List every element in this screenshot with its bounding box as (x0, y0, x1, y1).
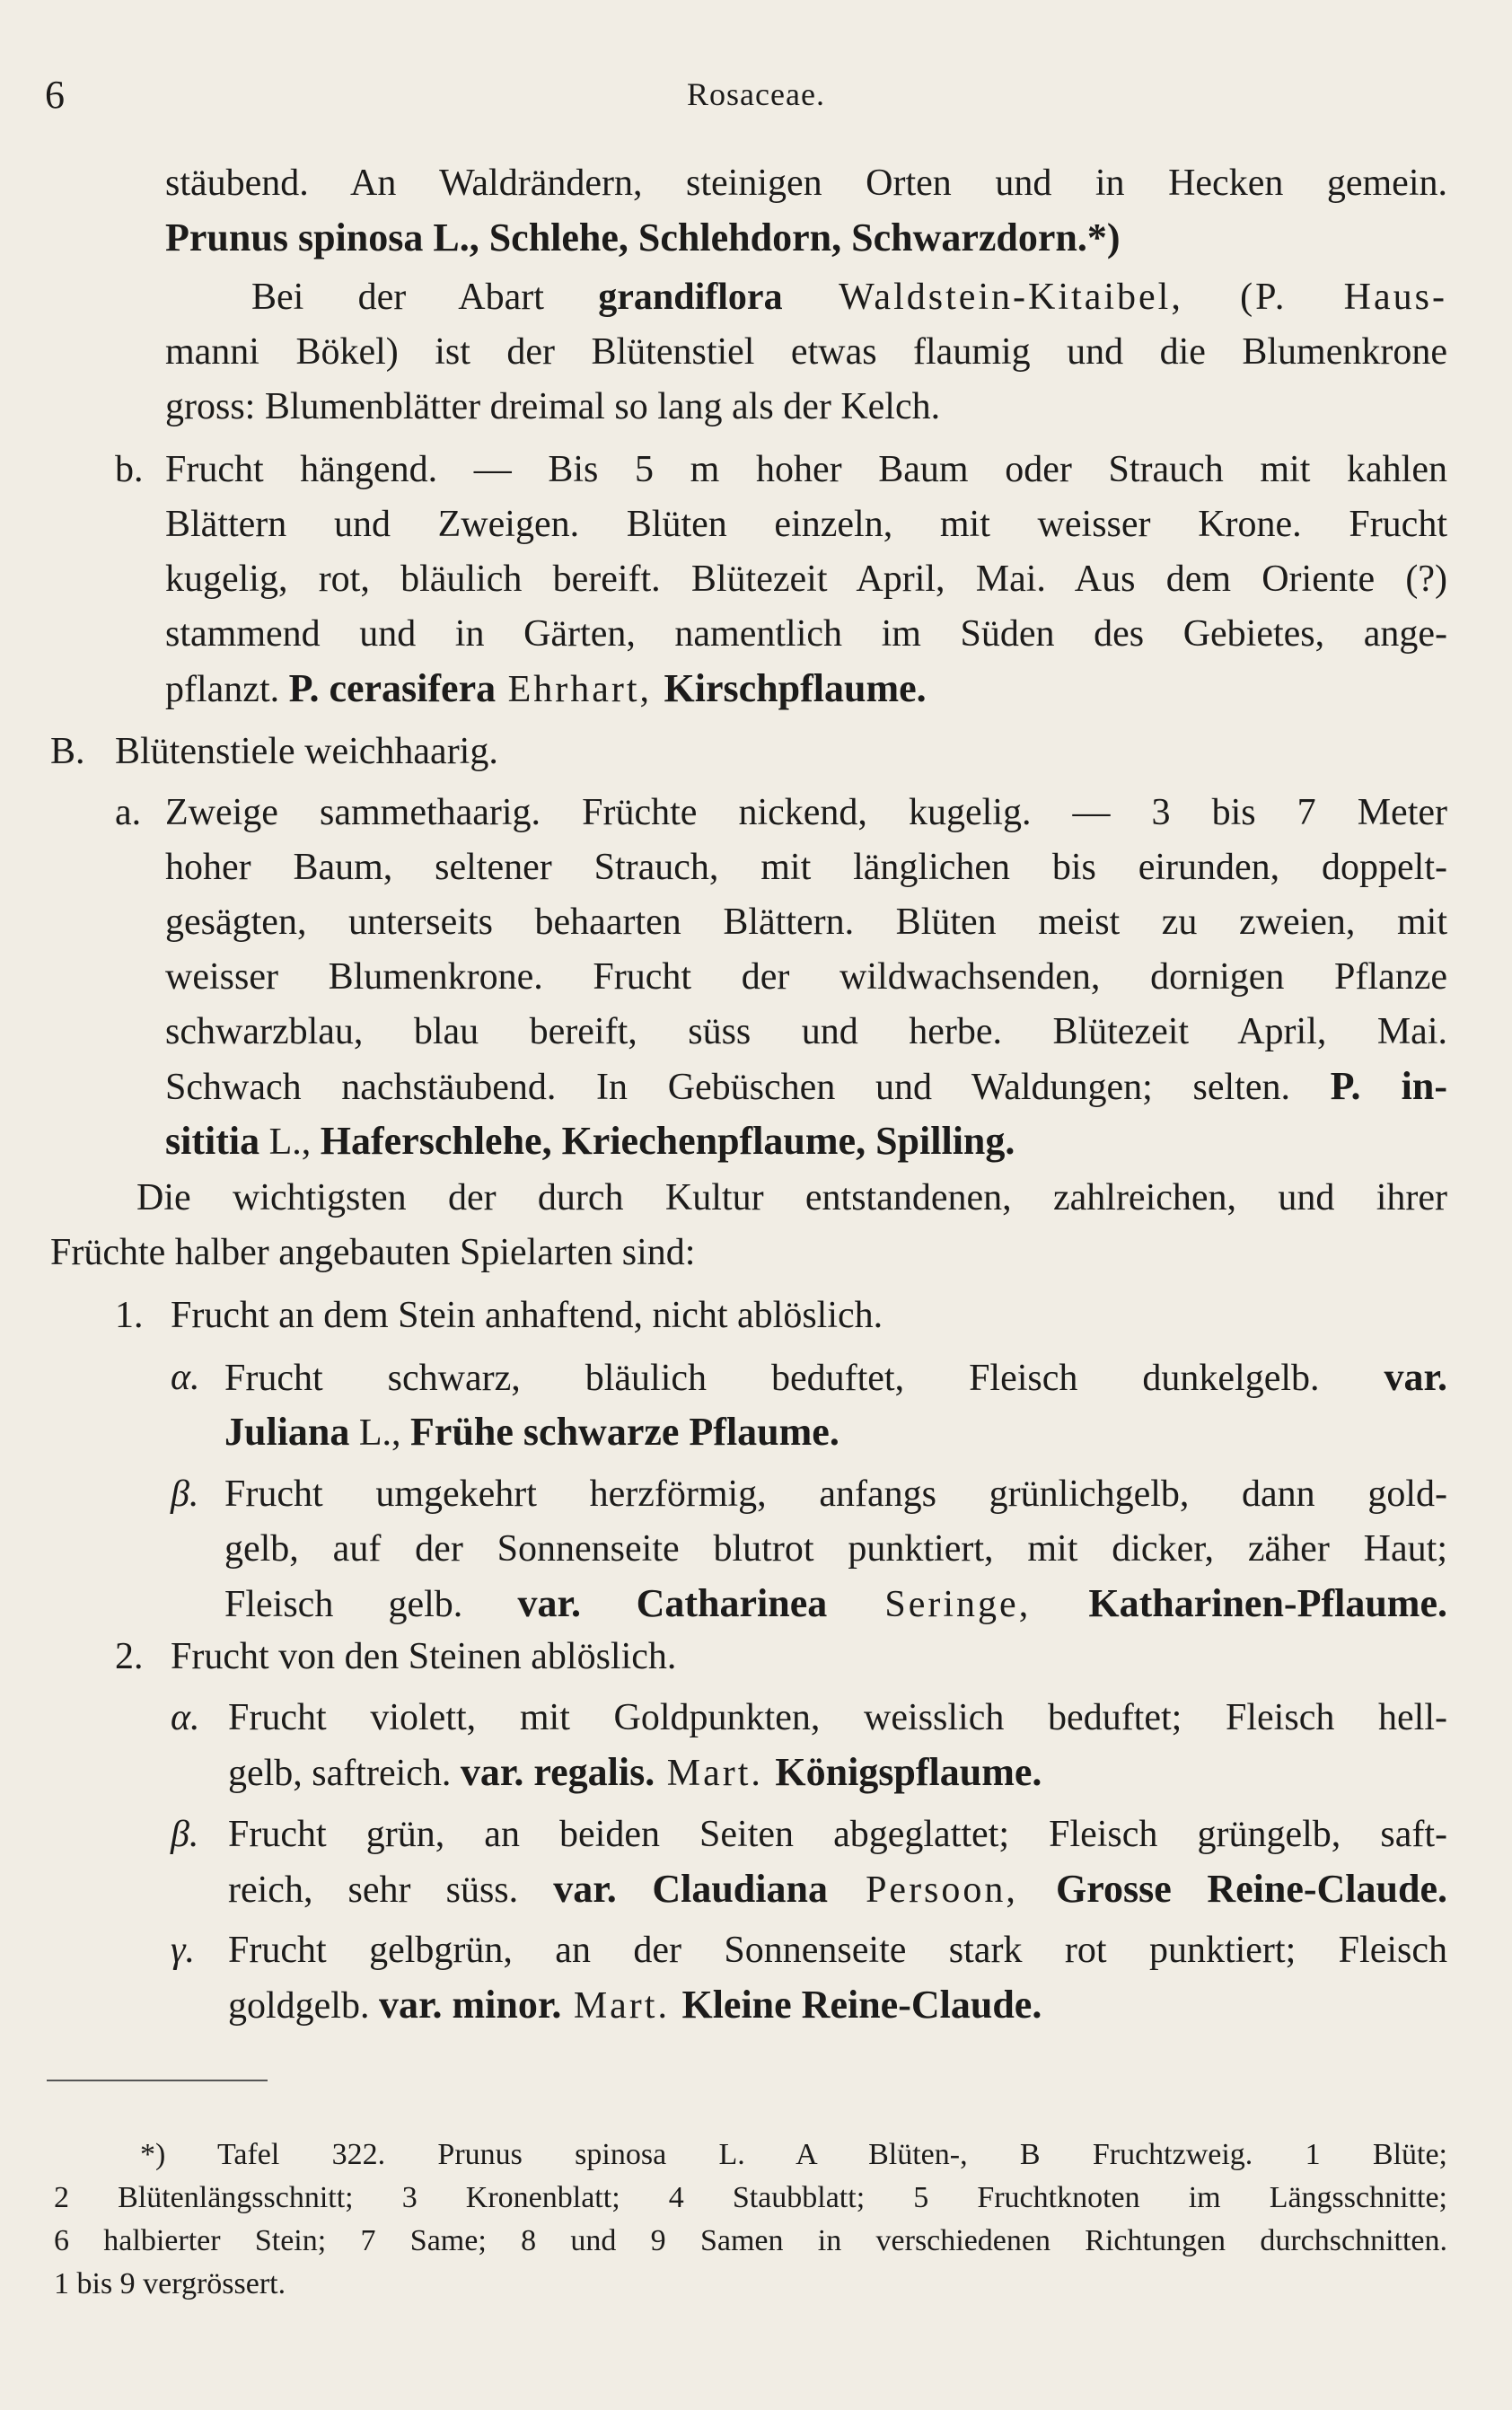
text-line: Bei der Abart grandiflora Waldstein-Kitaibel, (P. Haus- (251, 277, 1447, 318)
text-line: Fleisch gelb. var. Catharinea Seringe, Katharinen-Pflaume. (224, 1581, 1447, 1625)
section-marker: B. (50, 731, 85, 772)
species-heading: Prunus spinosa L., Schlehe, Schlehdorn, Schwarzdorn.*) (165, 215, 1121, 259)
item-marker: a. (115, 792, 142, 833)
item-marker: 2. (115, 1636, 144, 1677)
text-line: schwarzblau, blau bereift, süss und herbe. Blütezeit April, Mai. (165, 1011, 1447, 1052)
footnote-line: 1 bis 9 vergrössert. (54, 2267, 286, 2300)
text-line: goldgelb. var. minor. Mart. Kleine Reine-Claude. (228, 1983, 1042, 2027)
text-line: Frucht gelbgrün, an der Sonnenseite stark rot punktiert; Fleisch (228, 1930, 1447, 1971)
text-line: Frucht von den Steinen ablöslich. (171, 1636, 677, 1677)
text-line: sititia L., Haferschlehe, Kriechenpflaume, Spilling. (165, 1119, 1015, 1163)
item-marker: α. (171, 1357, 200, 1398)
text-line: stäubend. An Waldrändern, steinigen Orten und in Hecken gemein. (165, 163, 1447, 204)
text-line: stammend und in Gärten, namentlich im Süden des Gebietes, ange- (165, 613, 1447, 655)
text-line: Zweige sammethaarig. Früchte nickend, kugelig. — 3 bis 7 Meter (165, 792, 1447, 833)
text-line: Frucht an dem Stein anhaftend, nicht ablöslich. (171, 1295, 883, 1336)
text-line: manni Bökel) ist der Blütenstiel etwas flaumig und die Blumenkrone (165, 331, 1447, 373)
item-marker: β. (171, 1814, 199, 1855)
text-line: Frucht schwarz, bläulich beduftet, Fleisch dunkelgelb. var. (224, 1355, 1447, 1399)
text-line: gelb, auf der Sonnenseite blutrot punktiert, mit dicker, zäher Haut; (224, 1528, 1447, 1570)
text-line: Blütenstiele weichhaarig. (115, 731, 498, 772)
item-marker: 1. (115, 1295, 144, 1336)
text-line: Die wichtigsten der durch Kultur entstandenen, zahlreichen, und ihrer (136, 1177, 1447, 1218)
running-head: Rosaceae. (687, 76, 825, 112)
text-line: Frucht hängend. — Bis 5 m hoher Baum oder Strauch mit kahlen (165, 449, 1447, 490)
text-line: gelb, saftreich. var. regalis. Mart. Königspflaume. (228, 1750, 1042, 1794)
text-line: Schwach nachstäubend. In Gebüschen und Waldungen; selten. P. in- (165, 1064, 1448, 1108)
page-header (0, 72, 1512, 126)
text-line: gesägten, unterseits behaarten Blättern. Blüten meist zu zweien, mit (165, 902, 1447, 943)
text-line: Früchte halber angebauten Spielarten sind: (50, 1232, 696, 1273)
footnote-line: 2 Blütenlängsschnitt; 3 Kronenblatt; 4 Staubblatt; 5 Fruchtknoten im Längsschnitte; (54, 2181, 1447, 2214)
item-marker: γ. (171, 1930, 196, 1971)
text-line: Blättern und Zweigen. Blüten einzeln, mit weisser Krone. Frucht (165, 504, 1447, 545)
text-line: Frucht violett, mit Goldpunkten, weisslich beduftet; Fleisch hell- (228, 1697, 1447, 1738)
footnote-line: *) Tafel 322. Prunus spinosa L. A Blüten-, B Fruchtzweig. 1 Blüte; (140, 2138, 1447, 2171)
text-line: reich, sehr süss. var. Claudiana Persoon, Grosse Reine-Claude. (228, 1867, 1447, 1911)
footnote-line: 6 halbierter Stein; 7 Same; 8 und 9 Samen in verschiedenen Richtungen durchschnitten. (54, 2224, 1447, 2257)
page-number: 6 (45, 73, 65, 117)
text-line: weisser Blumenkrone. Frucht der wildwachsenden, dornigen Pflanze (165, 956, 1447, 998)
item-marker: β. (171, 1473, 199, 1515)
text-line: kugelig, rot, bläulich bereift. Blütezeit April, Mai. Aus dem Oriente (?) (165, 559, 1447, 600)
item-marker: b. (115, 449, 144, 490)
item-marker: α. (171, 1697, 200, 1738)
text-line: Frucht umgekehrt herzförmig, anfangs grünlichgelb, dann gold- (224, 1473, 1447, 1515)
text-line: gross: Blumenblätter dreimal so lang als der Kelch. (165, 386, 941, 427)
footnote-rule (47, 2080, 268, 2081)
text-line: Juliana L., Frühe schwarze Pflaume. (224, 1410, 840, 1454)
text-line: pflanzt. P. cerasifera Ehrhart, Kirschpflaume. (165, 666, 927, 710)
text-line: Frucht grün, an beiden Seiten abgeglattet; Fleisch grüngelb, saft- (228, 1814, 1447, 1855)
text-line: hoher Baum, seltener Strauch, mit länglichen bis eirunden, doppelt- (165, 847, 1447, 888)
